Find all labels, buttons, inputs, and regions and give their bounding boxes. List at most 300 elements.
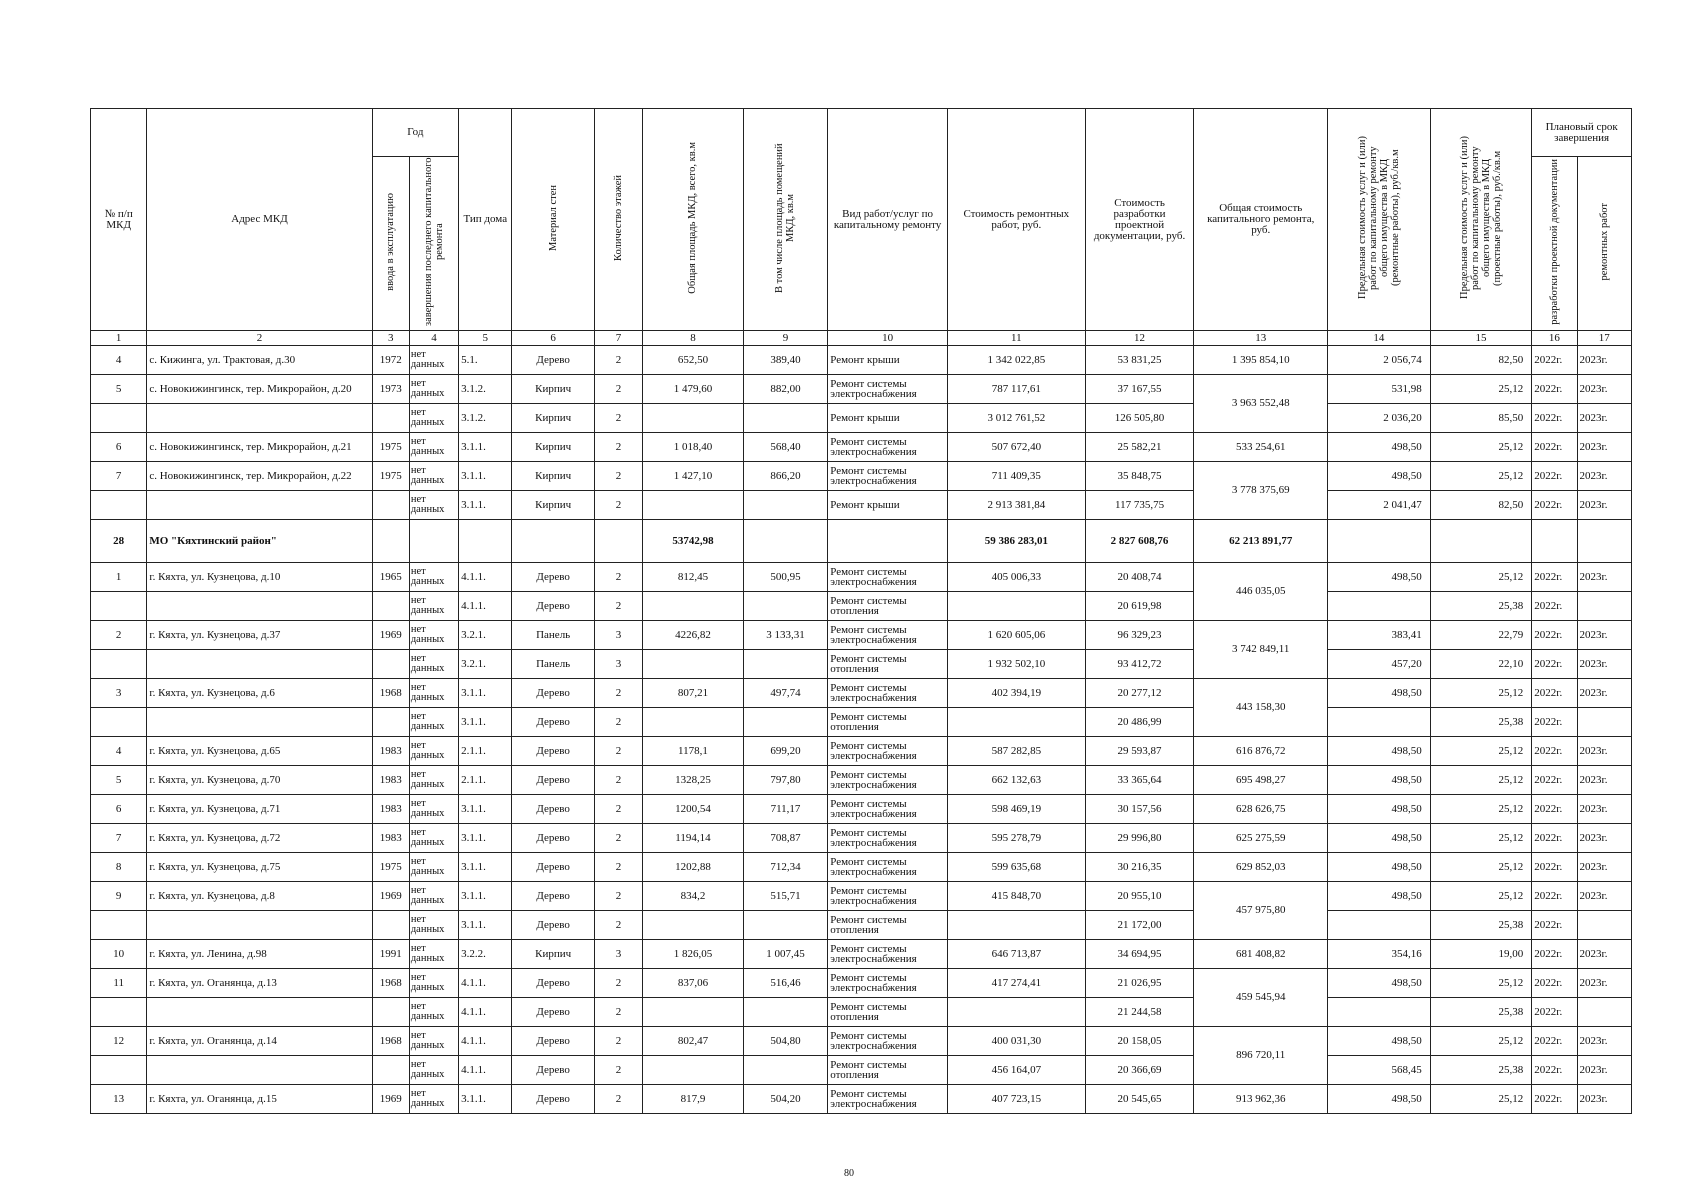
cell-plan-design: 2022г.	[1532, 969, 1577, 998]
cell-premises-area: 515,71	[743, 882, 827, 911]
cell-house-type: 3.1.1.	[459, 708, 512, 737]
cell-repair-cost: 3 012 761,52	[947, 404, 1085, 433]
cell-number: 4	[91, 737, 147, 766]
cell-year-last-repair: нет данных	[409, 882, 458, 911]
cell-house-type: 3.1.1.	[459, 462, 512, 491]
cell-plan-design: 2022г.	[1532, 563, 1577, 592]
cell-design-cost: 2 827 608,76	[1085, 520, 1194, 563]
cell-plan-repair: 2023г.	[1577, 940, 1631, 969]
cell-number: 3	[91, 679, 147, 708]
cell-address: г. Кяхта, ул. Оганянца, д.13	[147, 969, 372, 998]
cell-limit-repair: 498,50	[1328, 969, 1431, 998]
cell-number: 28	[91, 520, 147, 563]
cell-premises-area: 3 133,31	[743, 621, 827, 650]
col-header-n: № п/п МКД	[91, 109, 147, 331]
cell-house-type: 2.1.1.	[459, 766, 512, 795]
cell-year-last-repair: нет данных	[409, 795, 458, 824]
cell-address: г. Кяхта, ул. Кузнецова, д.71	[147, 795, 372, 824]
cell-number	[91, 998, 147, 1027]
cell-total-area: 1178,1	[643, 737, 744, 766]
cell-design-cost: 35 848,75	[1085, 462, 1194, 491]
table-row	[91, 433, 1632, 462]
cell-design-cost: 33 365,64	[1085, 766, 1194, 795]
cell-year-last-repair: нет данных	[409, 462, 458, 491]
cell-total-cost: 457 975,80	[1194, 882, 1328, 940]
cell-year-commission: 1968	[372, 679, 409, 708]
cell-limit-repair: 498,50	[1328, 853, 1431, 882]
column-number: 15	[1430, 331, 1532, 346]
cell-limit-design: 25,12	[1430, 766, 1532, 795]
cell-year-commission: 1975	[372, 853, 409, 882]
cell-plan-repair	[1577, 998, 1631, 1027]
cell-house-type: 3.2.2.	[459, 940, 512, 969]
cell-house-type: 3.2.1.	[459, 621, 512, 650]
column-number-row	[91, 331, 1632, 346]
cell-work-type: Ремонт системы электроснабжения	[828, 795, 948, 824]
col-header-limit-design: Предельная стоимость услуг и (или) работ по капитальному ремонту общего имущества в МКД (проектные работы), руб./кв.м	[1430, 109, 1532, 331]
cell-work-type: Ремонт системы электроснабжения	[828, 563, 948, 592]
cell-total-cost: 446 035,05	[1194, 563, 1328, 621]
cell-plan-design: 2022г.	[1532, 433, 1577, 462]
cell-plan-design: 2022г.	[1532, 1027, 1577, 1056]
table-row	[91, 1085, 1632, 1114]
cell-year-last-repair: нет данных	[409, 375, 458, 404]
cell-house-type: 4.1.1.	[459, 563, 512, 592]
cell-year-commission: 1969	[372, 1085, 409, 1114]
cell-repair-cost: 1 932 502,10	[947, 650, 1085, 679]
cell-empty	[1430, 520, 1532, 563]
cell-limit-repair: 498,50	[1328, 824, 1431, 853]
cell-design-cost: 93 412,72	[1085, 650, 1194, 679]
cell-address	[147, 404, 372, 433]
cell-repair-cost: 507 672,40	[947, 433, 1085, 462]
table-row	[91, 563, 1632, 592]
cell-premises-area: 504,20	[743, 1085, 827, 1114]
cell-premises-area	[743, 1056, 827, 1085]
cell-total-area: 837,06	[643, 969, 744, 998]
cell-year-commission: 1975	[372, 433, 409, 462]
cell-year-commission: 1965	[372, 563, 409, 592]
cell-floors: 3	[594, 621, 642, 650]
cell-plan-repair: 2023г.	[1577, 1027, 1631, 1056]
cell-repair-cost	[947, 998, 1085, 1027]
cell-plan-design: 2022г.	[1532, 650, 1577, 679]
cell-floors: 2	[594, 882, 642, 911]
document-page	[90, 108, 1632, 1114]
cell-wall-material: Дерево	[512, 969, 594, 998]
cell-premises-area	[743, 650, 827, 679]
cell-number	[91, 1056, 147, 1085]
cell-repair-cost: 599 635,68	[947, 853, 1085, 882]
cell-total-cost: 695 498,27	[1194, 766, 1328, 795]
col-header-plan-design: разработки проектной документации	[1532, 157, 1577, 331]
cell-floors: 3	[594, 940, 642, 969]
cell-floors: 2	[594, 679, 642, 708]
cell-number: 9	[91, 882, 147, 911]
cell-floors: 2	[594, 491, 642, 520]
cell-empty	[1577, 520, 1631, 563]
table-row	[91, 766, 1632, 795]
cell-repair-cost: 402 394,19	[947, 679, 1085, 708]
cell-repair-cost: 417 274,41	[947, 969, 1085, 998]
cell-number: 13	[91, 1085, 147, 1114]
cell-wall-material: Дерево	[512, 737, 594, 766]
cell-premises-area	[743, 491, 827, 520]
column-number: 1	[91, 331, 147, 346]
cell-wall-material: Дерево	[512, 795, 594, 824]
col-header-design-cost: Стоимость разработки проектной документации, руб.	[1085, 109, 1194, 331]
cell-plan-design: 2022г.	[1532, 795, 1577, 824]
cell-address: г. Кяхта, ул. Кузнецова, д.10	[147, 563, 372, 592]
cell-number: 10	[91, 940, 147, 969]
cell-total-area	[643, 998, 744, 1027]
cell-empty	[459, 520, 512, 563]
cell-empty	[743, 520, 827, 563]
cell-work-type: Ремонт системы электроснабжения	[828, 766, 948, 795]
column-number: 7	[594, 331, 642, 346]
cell-work-type: Ремонт системы электроснабжения	[828, 462, 948, 491]
cell-number	[91, 491, 147, 520]
cell-repair-cost	[947, 911, 1085, 940]
cell-plan-repair	[1577, 708, 1631, 737]
cell-limit-repair	[1328, 592, 1431, 621]
cell-empty	[409, 520, 458, 563]
cell-design-cost: 20 158,05	[1085, 1027, 1194, 1056]
cell-year-last-repair: нет данных	[409, 940, 458, 969]
cell-house-type: 3.1.1.	[459, 1085, 512, 1114]
cell-design-cost: 21 172,00	[1085, 911, 1194, 940]
cell-wall-material: Панель	[512, 621, 594, 650]
cell-address	[147, 911, 372, 940]
cell-address	[147, 650, 372, 679]
cell-year-last-repair: нет данных	[409, 737, 458, 766]
cell-repair-cost: 405 006,33	[947, 563, 1085, 592]
cell-limit-repair: 568,45	[1328, 1056, 1431, 1085]
cell-work-type: Ремонт системы электроснабжения	[828, 737, 948, 766]
cell-repair-cost: 662 132,63	[947, 766, 1085, 795]
cell-wall-material: Дерево	[512, 998, 594, 1027]
cell-number: 7	[91, 462, 147, 491]
cell-year-last-repair: нет данных	[409, 679, 458, 708]
column-number: 3	[372, 331, 409, 346]
cell-year-commission: 1968	[372, 1027, 409, 1056]
cell-total-area	[643, 911, 744, 940]
cell-limit-repair: 498,50	[1328, 462, 1431, 491]
cell-total-cost: 533 254,61	[1194, 433, 1328, 462]
cell-number: 1	[91, 563, 147, 592]
cell-plan-design: 2022г.	[1532, 621, 1577, 650]
cell-premises-area: 497,74	[743, 679, 827, 708]
cell-house-type: 3.1.1.	[459, 433, 512, 462]
cell-premises-area: 500,95	[743, 563, 827, 592]
cell-work-type: Ремонт системы электроснабжения	[828, 679, 948, 708]
table-row	[91, 346, 1632, 375]
cell-plan-repair: 2023г.	[1577, 563, 1631, 592]
cell-design-cost: 29 996,80	[1085, 824, 1194, 853]
cell-plan-repair: 2023г.	[1577, 404, 1631, 433]
cell-year-commission: 1969	[372, 882, 409, 911]
cell-floors: 2	[594, 969, 642, 998]
table-row	[91, 679, 1632, 708]
cell-plan-design: 2022г.	[1532, 766, 1577, 795]
repair-program-table	[90, 108, 1632, 1114]
cell-wall-material: Дерево	[512, 346, 594, 375]
col-header-repair-cost: Стоимость ремонтных работ, руб.	[947, 109, 1085, 331]
table-row	[91, 998, 1632, 1027]
cell-repair-cost: 711 409,35	[947, 462, 1085, 491]
cell-limit-design: 25,12	[1430, 853, 1532, 882]
cell-limit-repair	[1328, 998, 1431, 1027]
cell-limit-design: 25,12	[1430, 969, 1532, 998]
cell-plan-repair: 2023г.	[1577, 375, 1631, 404]
cell-address: с. Новокижингинск, тер. Микрорайон, д.21	[147, 433, 372, 462]
cell-total-area	[643, 650, 744, 679]
table-row	[91, 650, 1632, 679]
col-header-work-type: Вид работ/услуг по капитальному ремонту	[828, 109, 948, 331]
cell-empty	[828, 520, 948, 563]
cell-wall-material: Дерево	[512, 1056, 594, 1085]
col-header-year-commission: ввода в эксплуатацию	[372, 157, 409, 331]
cell-floors: 2	[594, 433, 642, 462]
cell-work-type: Ремонт системы электроснабжения	[828, 621, 948, 650]
cell-design-cost: 30 216,35	[1085, 853, 1194, 882]
cell-year-commission: 1973	[372, 375, 409, 404]
cell-plan-repair: 2023г.	[1577, 650, 1631, 679]
table-row	[91, 462, 1632, 491]
cell-premises-area: 866,20	[743, 462, 827, 491]
cell-total-area: 652,50	[643, 346, 744, 375]
cell-plan-repair: 2023г.	[1577, 795, 1631, 824]
cell-wall-material: Кирпич	[512, 940, 594, 969]
cell-work-type: Ремонт крыши	[828, 404, 948, 433]
cell-plan-design: 2022г.	[1532, 737, 1577, 766]
cell-plan-repair	[1577, 592, 1631, 621]
cell-repair-cost: 59 386 283,01	[947, 520, 1085, 563]
cell-limit-repair: 531,98	[1328, 375, 1431, 404]
column-number: 6	[512, 331, 594, 346]
cell-total-area: 807,21	[643, 679, 744, 708]
table-row	[91, 940, 1632, 969]
cell-wall-material: Дерево	[512, 708, 594, 737]
cell-design-cost: 117 735,75	[1085, 491, 1194, 520]
cell-design-cost: 34 694,95	[1085, 940, 1194, 969]
cell-wall-material: Дерево	[512, 679, 594, 708]
cell-floors: 2	[594, 795, 642, 824]
cell-plan-repair	[1577, 911, 1631, 940]
cell-design-cost: 20 366,69	[1085, 1056, 1194, 1085]
cell-plan-design: 2022г.	[1532, 679, 1577, 708]
cell-number	[91, 404, 147, 433]
cell-year-commission: 1983	[372, 766, 409, 795]
cell-work-type: Ремонт крыши	[828, 491, 948, 520]
cell-limit-design: 25,38	[1430, 998, 1532, 1027]
cell-year-commission	[372, 650, 409, 679]
cell-plan-design: 2022г.	[1532, 940, 1577, 969]
cell-plan-design: 2022г.	[1532, 491, 1577, 520]
cell-limit-design: 82,50	[1430, 491, 1532, 520]
cell-empty	[594, 520, 642, 563]
cell-year-last-repair: нет данных	[409, 969, 458, 998]
cell-total-area: 1 427,10	[643, 462, 744, 491]
cell-plan-repair: 2023г.	[1577, 1085, 1631, 1114]
cell-limit-design: 25,38	[1430, 911, 1532, 940]
cell-design-cost: 21 026,95	[1085, 969, 1194, 998]
cell-year-last-repair: нет данных	[409, 853, 458, 882]
col-header-year: Год	[372, 109, 458, 157]
col-header-total-area: Общая площадь МКД, всего, кв.м	[643, 109, 744, 331]
cell-address	[147, 491, 372, 520]
cell-limit-design: 22,79	[1430, 621, 1532, 650]
cell-total-area: 1328,25	[643, 766, 744, 795]
cell-wall-material: Кирпич	[512, 375, 594, 404]
cell-plan-repair: 2023г.	[1577, 462, 1631, 491]
cell-year-commission: 1972	[372, 346, 409, 375]
cell-empty	[1532, 520, 1577, 563]
cell-number: 6	[91, 795, 147, 824]
cell-total-area: 1202,88	[643, 853, 744, 882]
cell-year-last-repair: нет данных	[409, 1027, 458, 1056]
cell-wall-material: Дерево	[512, 766, 594, 795]
cell-floors: 2	[594, 911, 642, 940]
cell-limit-repair: 498,50	[1328, 1027, 1431, 1056]
cell-number: 4	[91, 346, 147, 375]
cell-plan-design: 2022г.	[1532, 824, 1577, 853]
cell-premises-area: 712,34	[743, 853, 827, 882]
table-row	[91, 824, 1632, 853]
column-number: 11	[947, 331, 1085, 346]
table-row	[91, 911, 1632, 940]
cell-year-last-repair: нет данных	[409, 824, 458, 853]
table-header	[91, 109, 1632, 331]
cell-repair-cost: 595 278,79	[947, 824, 1085, 853]
cell-wall-material: Кирпич	[512, 462, 594, 491]
cell-design-cost: 21 244,58	[1085, 998, 1194, 1027]
cell-total-cost: 3 963 552,48	[1194, 375, 1328, 433]
column-number: 8	[643, 331, 744, 346]
cell-limit-design: 25,12	[1430, 737, 1532, 766]
cell-wall-material: Дерево	[512, 563, 594, 592]
cell-total-area	[643, 404, 744, 433]
cell-address: с. Кижинга, ул. Трактовая, д.30	[147, 346, 372, 375]
cell-work-type: Ремонт системы электроснабжения	[828, 1027, 948, 1056]
cell-house-type: 4.1.1.	[459, 592, 512, 621]
cell-repair-cost: 587 282,85	[947, 737, 1085, 766]
cell-limit-repair: 2 056,74	[1328, 346, 1431, 375]
cell-repair-cost	[947, 708, 1085, 737]
table-row	[91, 969, 1632, 998]
cell-total-area: 1200,54	[643, 795, 744, 824]
table-row	[91, 621, 1632, 650]
cell-limit-repair: 498,50	[1328, 563, 1431, 592]
cell-house-type: 3.1.1.	[459, 679, 512, 708]
cell-repair-cost: 456 164,07	[947, 1056, 1085, 1085]
cell-year-last-repair: нет данных	[409, 650, 458, 679]
col-header-wall-material: Материал стен	[512, 109, 594, 331]
cell-district-name: МО "Кяхтинский район"	[147, 520, 372, 563]
cell-repair-cost	[947, 592, 1085, 621]
cell-year-last-repair: нет данных	[409, 766, 458, 795]
column-number: 9	[743, 331, 827, 346]
cell-total-cost: 629 852,03	[1194, 853, 1328, 882]
cell-plan-repair: 2023г.	[1577, 737, 1631, 766]
cell-design-cost: 20 545,65	[1085, 1085, 1194, 1114]
cell-floors: 2	[594, 592, 642, 621]
cell-wall-material: Дерево	[512, 824, 594, 853]
cell-limit-repair: 2 041,47	[1328, 491, 1431, 520]
cell-wall-material: Панель	[512, 650, 594, 679]
cell-total-area: 817,9	[643, 1085, 744, 1114]
cell-floors: 2	[594, 462, 642, 491]
cell-repair-cost: 407 723,15	[947, 1085, 1085, 1114]
cell-floors: 2	[594, 1085, 642, 1114]
cell-year-commission: 1983	[372, 737, 409, 766]
table-row	[91, 853, 1632, 882]
cell-limit-repair: 498,50	[1328, 737, 1431, 766]
cell-year-last-repair: нет данных	[409, 998, 458, 1027]
cell-plan-repair: 2023г.	[1577, 824, 1631, 853]
cell-plan-design: 2022г.	[1532, 998, 1577, 1027]
cell-house-type: 3.1.1.	[459, 911, 512, 940]
cell-total-area: 1 479,60	[643, 375, 744, 404]
cell-plan-repair: 2023г.	[1577, 1056, 1631, 1085]
table-row	[91, 882, 1632, 911]
cell-year-commission: 1968	[372, 969, 409, 998]
cell-plan-design: 2022г.	[1532, 1056, 1577, 1085]
cell-work-type: Ремонт системы электроснабжения	[828, 1085, 948, 1114]
cell-work-type: Ремонт системы электроснабжения	[828, 824, 948, 853]
cell-limit-repair: 498,50	[1328, 795, 1431, 824]
cell-work-type: Ремонт системы отопления	[828, 708, 948, 737]
cell-number: 7	[91, 824, 147, 853]
cell-work-type: Ремонт системы отопления	[828, 592, 948, 621]
cell-plan-design: 2022г.	[1532, 404, 1577, 433]
table-row	[91, 404, 1632, 433]
cell-year-last-repair: нет данных	[409, 346, 458, 375]
cell-total-area: 4226,82	[643, 621, 744, 650]
cell-year-commission	[372, 998, 409, 1027]
cell-premises-area	[743, 998, 827, 1027]
cell-limit-repair: 498,50	[1328, 1085, 1431, 1114]
cell-year-commission	[372, 911, 409, 940]
col-header-address: Адрес МКД	[147, 109, 372, 331]
cell-total-cost: 3 742 849,11	[1194, 621, 1328, 679]
cell-wall-material: Кирпич	[512, 404, 594, 433]
col-header-premises-area: В том числе площадь помещений МКД, кв.м	[743, 109, 827, 331]
cell-number: 5	[91, 375, 147, 404]
cell-total-cost: 625 275,59	[1194, 824, 1328, 853]
cell-plan-design: 2022г.	[1532, 375, 1577, 404]
cell-year-last-repair: нет данных	[409, 563, 458, 592]
cell-premises-area: 1 007,45	[743, 940, 827, 969]
cell-design-cost: 25 582,21	[1085, 433, 1194, 462]
table-row	[91, 491, 1632, 520]
cell-limit-design: 25,12	[1430, 433, 1532, 462]
cell-premises-area: 504,80	[743, 1027, 827, 1056]
cell-work-type: Ремонт системы электроснабжения	[828, 375, 948, 404]
cell-address	[147, 708, 372, 737]
cell-house-type: 4.1.1.	[459, 969, 512, 998]
table-row	[91, 708, 1632, 737]
cell-work-type: Ремонт системы электроснабжения	[828, 969, 948, 998]
cell-work-type: Ремонт системы электроснабжения	[828, 940, 948, 969]
cell-total-cost: 896 720,11	[1194, 1027, 1328, 1085]
cell-floors: 2	[594, 708, 642, 737]
cell-total-area	[643, 708, 744, 737]
cell-floors: 2	[594, 1027, 642, 1056]
cell-house-type: 3.1.1.	[459, 824, 512, 853]
cell-repair-cost: 2 913 381,84	[947, 491, 1085, 520]
column-number: 2	[147, 331, 372, 346]
